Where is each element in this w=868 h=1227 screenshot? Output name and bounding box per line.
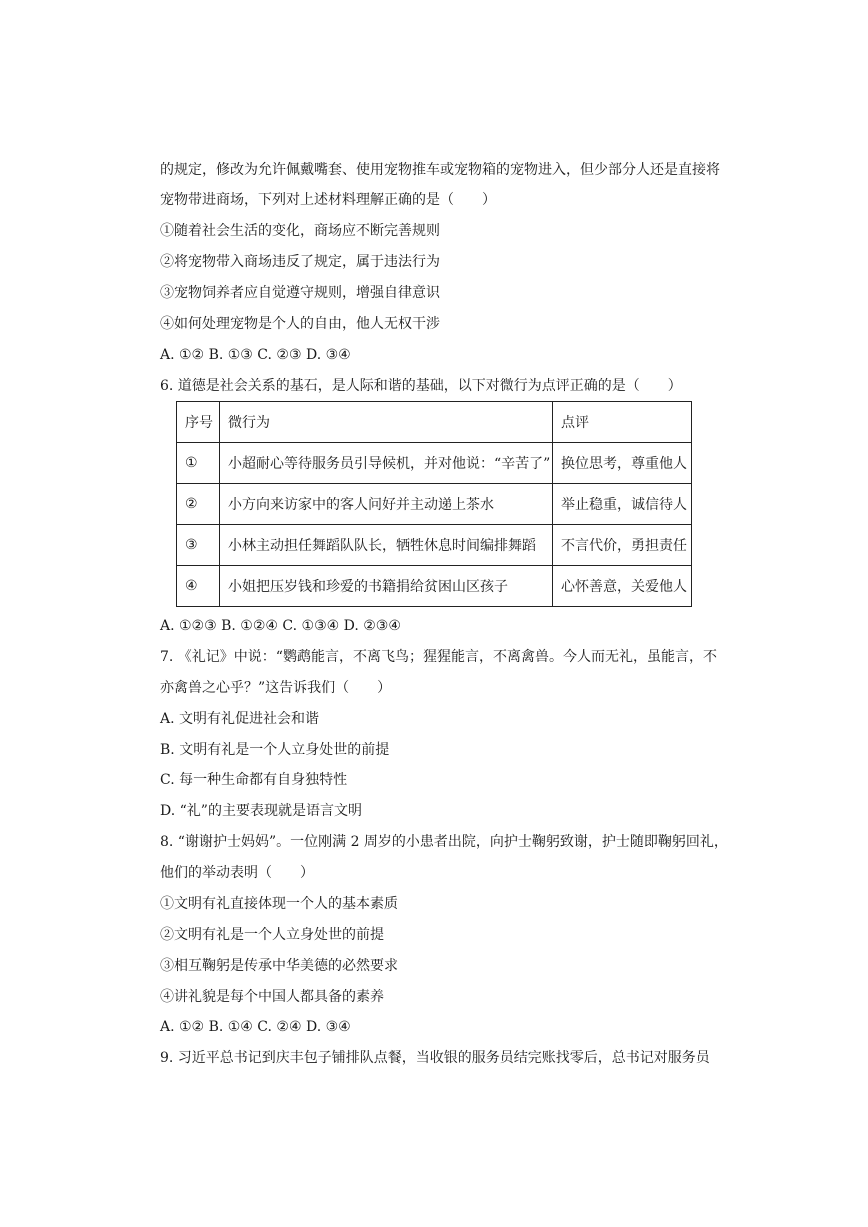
header-index: 序号 (177, 402, 220, 443)
q7-option-a: A. 文明有礼促进社会和谐 (160, 711, 320, 727)
row-behavior: 小方向来访家中的客人问好并主动递上茶水 (220, 484, 553, 525)
header-behavior: 微行为 (220, 402, 553, 443)
row-comment: 举止稳重，诚信待人 (553, 484, 692, 525)
q8-option-2: ②文明有礼是一个人立身处世的前提 (160, 927, 384, 943)
q6-table (176, 401, 692, 607)
row-index: ④ (177, 566, 220, 607)
q8-stem-line-2: 他们的举动表明（ ） (160, 865, 314, 881)
q8-option-1: ①文明有礼直接体现一个人的基本素质 (160, 896, 398, 912)
q7-option-b: B. 文明有礼是一个人立身处世的前提 (160, 742, 390, 758)
q5-stem-line-2: 宠物带进商场，下列对上述材料理解正确的是（ ） (160, 192, 496, 208)
q7-stem-line-2: 亦禽兽之心乎？”这告诉我们（ ） (160, 680, 392, 696)
q5-stem-line-1: 的规定，修改为允许佩戴嘴套、使用宠物推车或宠物箱的宠物进入，但少部分人还是直接将 (160, 162, 720, 178)
q8-option-4: ④讲礼貌是每个中国人都具备的素养 (160, 989, 384, 1005)
table-row (177, 525, 692, 566)
table-row (177, 566, 692, 607)
row-comment: 不言代价，勇担责任 (553, 525, 692, 566)
q5-option-4: ④如何处理宠物是个人的自由，他人无权干涉 (160, 316, 440, 332)
row-index: ① (177, 443, 220, 484)
q7-option-c: C. 每一种生命都有自身独特性 (160, 772, 348, 788)
q5-option-2: ②将宠物带入商场违反了规定，属于违法行为 (160, 254, 440, 270)
row-comment: 换位思考，尊重他人 (553, 443, 692, 484)
row-behavior: 小超耐心等待服务员引导候机，并对他说：“辛苦了” (220, 443, 553, 484)
row-index: ② (177, 484, 220, 525)
q5-choices: A. ①② B. ①③ C. ②③ D. ③④ (160, 347, 351, 363)
table-row (177, 443, 692, 484)
row-behavior: 小姐把压岁钱和珍爱的书籍捐给贫困山区孩子 (220, 566, 553, 607)
header-comment: 点评 (553, 402, 692, 443)
table-row (177, 484, 692, 525)
row-index: ③ (177, 525, 220, 566)
q7-stem-line-1: 7. 《礼记》中说：“鹦鹉能言，不离飞鸟；猩猩能言，不离禽兽。今人而无礼，虽能言，不 (160, 649, 717, 665)
row-behavior: 小林主动担任舞蹈队队长，牺牲休息时间编排舞蹈 (220, 525, 553, 566)
q8-stem-line-1: 8. “谢谢护士妈妈”。一位刚满 2 周岁的小患者出院，向护士鞠躬致谢，护士随即鞠躬回礼， (160, 834, 728, 850)
q8-option-3: ③相互鞠躬是传承中华美德的必然要求 (160, 958, 398, 974)
q6-stem: 6. 道德是社会关系的基石，是人际和谐的基础，以下对微行为点评正确的是（ ） (160, 378, 682, 394)
table-header-row (177, 402, 692, 443)
q9-stem-line-1: 9. 习近平总书记到庆丰包子铺排队点餐，当收银的服务员结完账找零后，总书记对服务员 (160, 1050, 710, 1066)
q7-option-d: D. “礼”的主要表现就是语言文明 (160, 803, 362, 819)
q6-choices: A. ①②③ B. ①②④ C. ①③④ D. ②③④ (160, 618, 401, 634)
q8-choices: A. ①② B. ①④ C. ②④ D. ③④ (160, 1019, 351, 1035)
q5-option-1: ①随着社会生活的变化，商场应不断完善规则 (160, 223, 440, 239)
q5-option-3: ③宠物饲养者应自觉遵守规则，增强自律意识 (160, 285, 440, 301)
row-comment: 心怀善意，关爱他人 (553, 566, 692, 607)
